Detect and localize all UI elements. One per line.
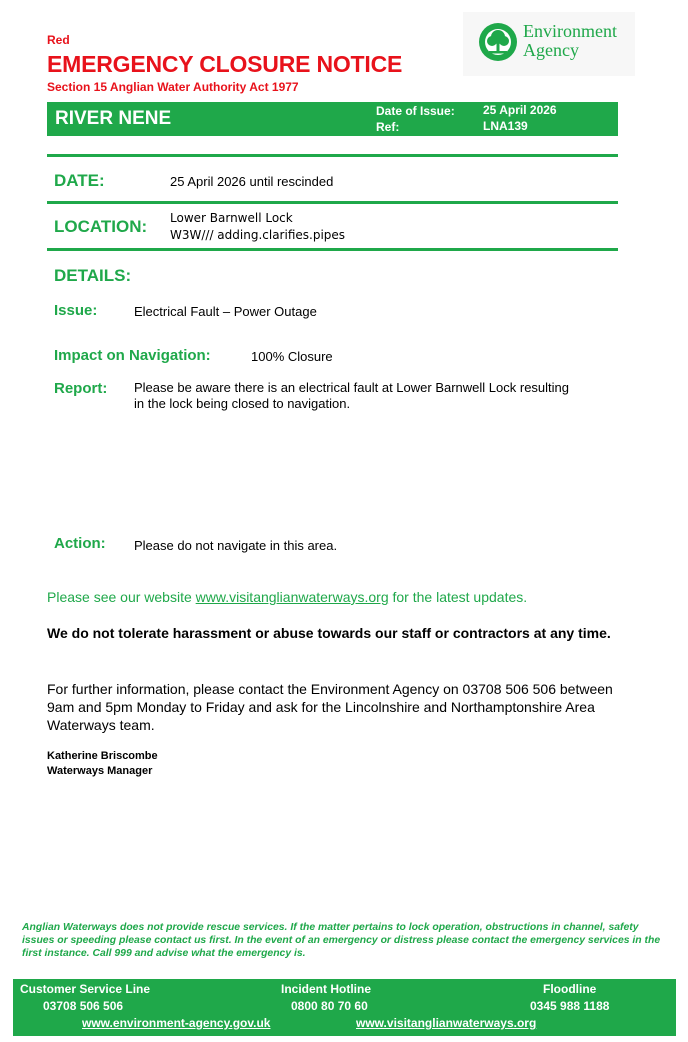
environment-agency-logo: [463, 12, 635, 76]
location-w3w: W3W/// adding.clarifies.pipes: [170, 228, 346, 242]
divider: [47, 248, 618, 251]
ref-label: Ref:: [376, 120, 400, 134]
action-value: Please do not navigate in this area.: [134, 538, 338, 553]
details-heading: DETAILS:: [54, 266, 132, 285]
customer-service-number: 03708 506 506: [43, 999, 124, 1013]
signatory-role: Waterways Manager: [47, 765, 153, 777]
date-label: DATE:: [54, 171, 105, 190]
report-line-1: Please be aware there is an electrical fault at Lower Barnwell Lock resulting: [134, 380, 570, 395]
impact-label: Impact on Navigation:: [54, 347, 211, 364]
tree-icon: [477, 20, 519, 64]
environment-agency-link[interactable]: www.environment-agency.gov.uk: [82, 1016, 271, 1030]
footer-contacts: [13, 979, 676, 1036]
customer-service-label: Customer Service Line: [20, 982, 151, 996]
issue-value: Electrical Fault – Power Outage: [134, 304, 317, 319]
divider: [47, 154, 618, 157]
date-of-issue-value: 25 April 2026: [483, 103, 557, 117]
severity-level: Red: [47, 33, 70, 47]
river-bar: [47, 102, 618, 136]
floodline-number: 0345 988 1188: [530, 999, 610, 1013]
location-name: Lower Barnwell Lock: [170, 211, 293, 225]
date-of-issue-label: Date of Issue:: [376, 104, 455, 118]
incident-hotline-label: Incident Hotline: [281, 982, 371, 996]
website-notice: [47, 589, 527, 605]
signatory-name: Katherine Briscombe: [47, 750, 158, 762]
website-link[interactable]: www.visitanglianwaterways.org: [195, 589, 389, 605]
incident-hotline-number: 0800 80 70 60: [291, 999, 368, 1013]
floodline-label: Floodline: [543, 982, 597, 996]
divider: [47, 201, 618, 204]
report-line-2: in the lock being closed to navigation.: [134, 396, 351, 411]
legal-act: Section 15 Anglian Water Authority Act 1977: [47, 80, 299, 94]
contact-info: For further information, please contact the Environment Agency on 03708 506 506 between 9am and 5pm Monday to Friday and ask for the Lincolnshire and Northamptonshire Area Waterways team.: [47, 681, 613, 733]
rescue-disclaimer: Anglian Waterways does not provide rescue services. If the matter pertains to lock operation, obstructions in channel, safety issues or speeding please contact us first. In the event of an emergency or distress please contact the emergency services in the first instance. Call 999 and advise what the emergency is.: [22, 922, 661, 959]
logo-wordmark: [523, 22, 617, 60]
notice-title: EMERGENCY CLOSURE NOTICE: [47, 51, 403, 77]
harassment-statement: We do not tolerate harassment or abuse towards our staff or contractors at any time.: [47, 625, 611, 641]
action-label: Action:: [54, 535, 106, 552]
issue-label: Issue:: [54, 302, 98, 319]
impact-value: 100% Closure: [251, 349, 333, 364]
website-suffix: for the latest updates.: [388, 589, 528, 605]
logo-line-1: Environment: [523, 21, 617, 41]
date-value: 25 April 2026 until rescinded: [170, 174, 334, 189]
report-label: Report:: [54, 380, 108, 397]
ref-value: LNA139: [483, 119, 528, 133]
logo-line-2: Agency: [523, 40, 579, 60]
location-label: LOCATION:: [54, 217, 148, 236]
river-name: RIVER NENE: [55, 108, 172, 129]
waterways-link[interactable]: www.visitanglianwaterways.org: [356, 1016, 537, 1030]
website-prefix: Please see our website: [47, 589, 196, 605]
